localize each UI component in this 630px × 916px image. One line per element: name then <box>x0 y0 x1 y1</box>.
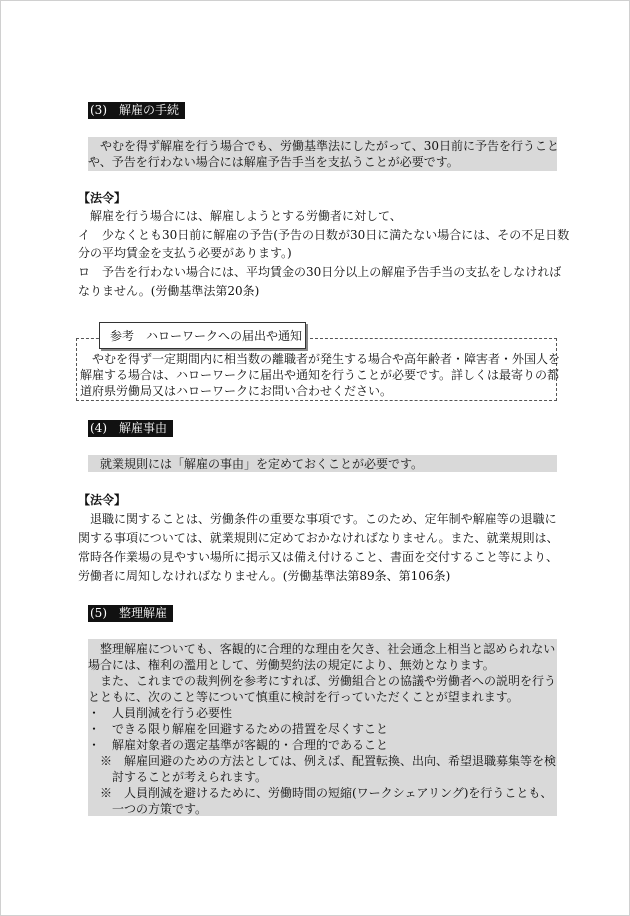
redundancy-line-1: 整理解雇についても、客観的に合理的な理由を欠き、社会通念上相当と認められない <box>88 642 556 656</box>
law2-line-1: 退職に関することは、労働条件の重要な事項です。このため、定年制や解雇等の退職に <box>78 512 557 526</box>
reference-line-3: 道府県労働局又はハローワークにお問い合わせください。 <box>80 384 393 398</box>
law2-line-4: 労働者に周知しなければなりません。(労働基準法第89条、第106条) <box>78 569 451 583</box>
redundancy-line-4: とともに、次のこと等について慎重に検討を行っていただくことが望まれます。 <box>88 690 519 704</box>
reference-line-1: やむを得ず一定期間内に相当数の離職者が発生する場合や高年齢者・障害者・外国人を <box>80 352 561 366</box>
law1-line-5: なりません。(労働基準法第20条) <box>78 284 260 298</box>
redundancy-note-1a: ※ 解雇回避のための方法としては、例えば、配置転換、出向、希望退職募集等を検 <box>88 754 557 768</box>
redundancy-note-1b: 討することが考えられます。 <box>88 770 268 784</box>
law-label-2: 【法令】 <box>78 493 127 507</box>
law1-line-3: 分の平均賃金を支払う必要があります。) <box>78 246 292 260</box>
redundancy-line-3: また、これまでの裁判例を参考にすれば、労働組合との協議や労働者への説明を行う <box>88 674 557 688</box>
law1-line-4: ロ 予告を行わない場合には、平均賃金の30日分以上の解雇予告手当の支払をしなければ <box>78 265 562 279</box>
law-label-1: 【法令】 <box>78 191 127 205</box>
procedure-line-1: やむを得ず解雇を行う場合でも、労働基準法にしたがって、30日前に予告を行うこと <box>88 139 560 153</box>
reference-line-2: 解雇する場合は、ハローワークに届出や通知を行うことが必要です。詳しくは最寄りの都 <box>80 368 560 382</box>
section-heading-dismissal-reasons: (4) 解雇事由 <box>88 420 173 437</box>
redundancy-bullet-2: ・ できる限り解雇を回避するための措置を尽くすこと <box>88 722 389 736</box>
section-heading-dismissal-procedure: (3) 解雇の手続 <box>88 102 185 119</box>
law2-line-3: 常時各作業場の見やすい場所に掲示又は備え付けること、書面を交付すること等により、 <box>78 550 559 564</box>
law1-line-2: イ 少なくとも30日前に解雇の予告(予告の日数が30日に満たない場合には、その不足日数 <box>78 228 570 242</box>
reasons-line: 就業規則には「解雇の事由」を定めておくことが必要です。 <box>88 457 424 471</box>
redundancy-note-2b: 一つの方策です。 <box>88 802 208 816</box>
redundancy-line-2: 場合には、権利の濫用として、労働契約法の規定により、無効となります。 <box>88 658 495 672</box>
redundancy-bullet-1: ・ 人員削減を行う必要性 <box>88 706 233 720</box>
procedure-line-2: や、予告を行わない場合には解雇予告手当を支払うことが必要です。 <box>88 155 459 169</box>
redundancy-bullet-3: ・ 解雇対象者の選定基準が客観的・合理的であること <box>88 738 389 752</box>
reference-title: 参考 ハローワークへの届出や通知 <box>99 322 306 349</box>
section-heading-redundancy-dismissal: (5) 整理解雇 <box>88 605 173 622</box>
law1-line-1: 解雇を行う場合には、解雇しようとする労働者に対して、 <box>78 209 402 223</box>
law2-line-2: 関する事項については、就業規則に定めておかなければなりません。また、就業規則は、 <box>78 531 559 545</box>
redundancy-note-2a: ※ 人員削減を避けるために、労働時間の短縮(ワークシェアリング)を行うことも、 <box>88 786 553 800</box>
